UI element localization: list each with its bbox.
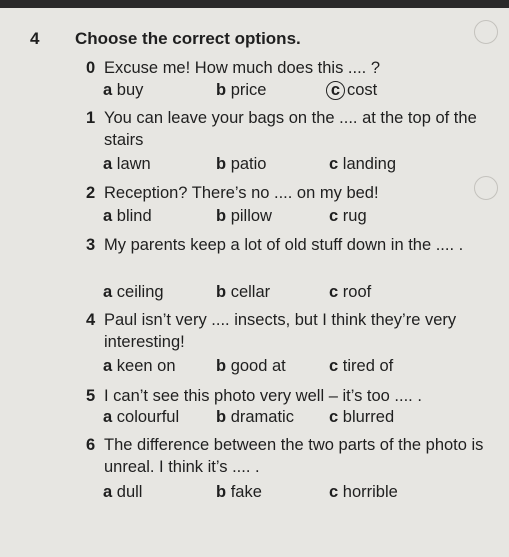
option-c[interactable]: c tired of [329,357,394,375]
exercise-title: Choose the correct options. [75,29,301,48]
option-a[interactable]: a lawn [103,155,151,173]
bleed-through-circle [474,20,498,44]
option-b[interactable]: b pillow [216,207,272,225]
option-c[interactable]: c roof [329,283,372,301]
option-a[interactable]: a colourful [103,408,180,426]
question-number: 1 [86,109,96,127]
question-stem: The difference between the two parts of the photo is unreal. I think it’s .... . [104,436,484,476]
option-a[interactable]: a ceiling [103,283,164,301]
question-number: 6 [86,436,96,454]
option-b[interactable]: b patio [216,155,267,173]
question-stem: Paul isn’t very .... insects, but I think they’re very interesting! [104,311,457,351]
answer-circle: c [326,81,345,100]
option-c[interactable]: c rug [329,207,367,225]
question-stem: Reception? There’s no .... on my bed! [104,184,379,202]
option-c-circled[interactable]: c cost [329,79,377,101]
question-stem: You can leave your bags on the .... at the top of the stairs [104,109,477,149]
question-number: 4 [86,311,96,329]
option-c[interactable]: c horrible [329,483,398,501]
option-c[interactable]: c blurred [329,408,395,426]
option-a[interactable]: a blind [103,207,152,225]
option-b[interactable]: b price [216,81,267,99]
option-a[interactable]: a buy [103,81,144,99]
question-number: 5 [86,387,96,405]
question-stem: I can’t see this photo very well – it’s too .... . [104,387,422,405]
option-b[interactable]: b cellar [216,283,271,301]
option-b[interactable]: b dramatic [216,408,294,426]
page-top-edge [0,0,509,8]
question-number: 0 [86,59,96,77]
question-stem: My parents keep a lot of old stuff down in the .... . [104,236,464,254]
question-number: 2 [86,184,96,202]
question-stem: Excuse me! How much does this .... ? [104,59,381,77]
exercise-number: 4 [30,29,40,48]
option-c[interactable]: c landing [329,155,396,173]
option-a[interactable]: a keen on [103,357,176,375]
option-b[interactable]: b good at [216,357,286,375]
option-b[interactable]: b fake [216,483,262,501]
option-a[interactable]: a dull [103,483,143,501]
question-number: 3 [86,236,96,254]
